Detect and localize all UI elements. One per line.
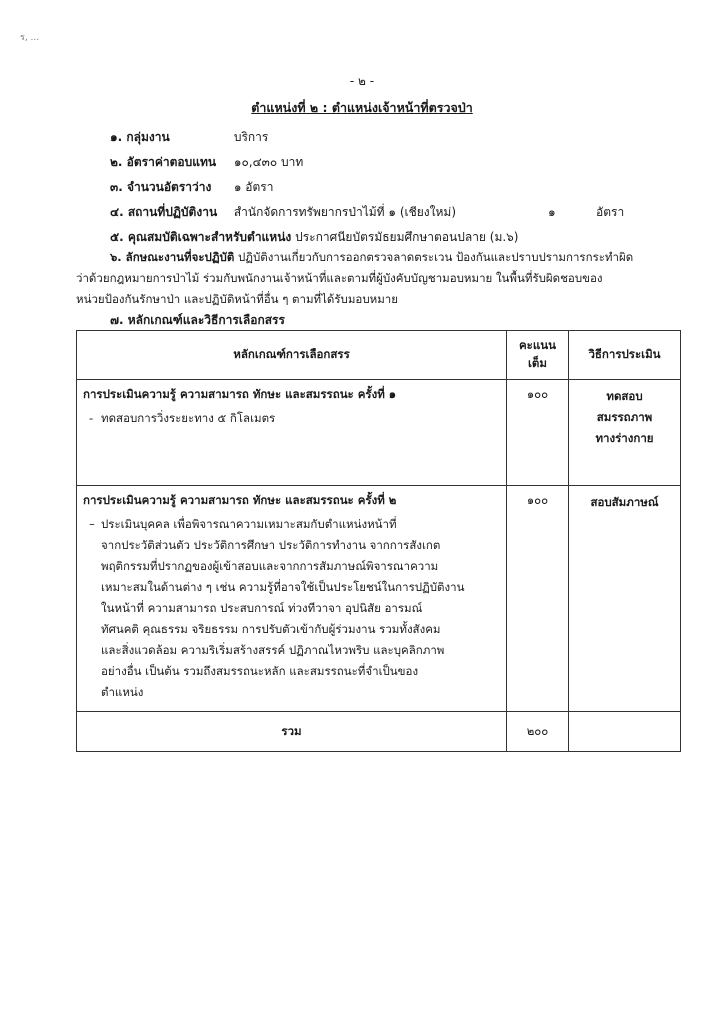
criteria-item-line: อย่างอื่น เป็นต้น รวมถึงสมรรถนะหลัก และสมรรถนะที่จำเป็นของ [101, 664, 419, 678]
job-nature-text: ปฏิบัติงานเกี่ยวกับการออกตรวจลาดตระเวน ป้องกันและปราบปรามการกระทำผิด [237, 250, 634, 264]
field-value: บริการ [233, 130, 269, 144]
dash-bullet: – [89, 517, 95, 531]
total-row [77, 712, 681, 752]
method-cell [569, 486, 681, 712]
criteria-item-line: จากประวัติส่วนตัว ประวัติการศึกษา ประวัติการทำงาน จากการสังเกต [101, 538, 441, 552]
field-compensation [110, 153, 303, 172]
criteria-table [76, 330, 681, 752]
criteria-item-line: ทัศนคติ คุณธรรม จริยธรรม การปรับตัวเข้ากับผู้ร่วมงาน รวมทั้งสังคม [101, 622, 441, 636]
criteria-item-line: ประเมินบุคคล เพื่อพิจารณาความเหมาะสมกับตำแหน่งหน้าที่ [101, 517, 397, 531]
field-label: ๑. กลุ่มงาน [110, 130, 170, 144]
job-nature-line-3: หน่วยป้องกันรักษาป่า และปฏิบัติหน้าที่อื่น ๆ ตามที่ได้รับมอบหมาย [76, 292, 398, 306]
table-row [77, 486, 681, 712]
score-cell: ๑๐๐ [507, 486, 569, 712]
criteria-heading [110, 311, 285, 330]
job-nature-label: ๖. ลักษณะงานที่จะปฏิบัติ [110, 250, 235, 264]
dash-bullet: - [89, 411, 94, 425]
criteria-item-text: ทดสอบการวิ่งระยะทาง ๕ กิโลเมตร [101, 411, 276, 425]
qualification-value: ประกาศนียบัตรมัธยมศึกษาตอนปลาย (ม.๖) [295, 230, 519, 244]
field-label: ๓. จำนวนอัตราว่าง [110, 180, 212, 194]
score-cell: ๑๐๐ [507, 380, 569, 486]
position-heading-text: ตำแหน่งที่ ๒ : ตำแหน่งเจ้าหน้าที่ตรวจป่า [251, 100, 473, 115]
field-value: ๑๐,๔๓๐ บาท [233, 155, 304, 169]
criteria-cell [77, 486, 507, 712]
workplace-quota-unit: อัตรา [596, 205, 625, 219]
field-work-group [110, 128, 268, 147]
field-label: ๒. อัตราค่าตอบแทน [110, 155, 217, 169]
criteria-item-line: และสิ่งแวดล้อม ความริเริ่มสร้างสรรค์ ปฏิภาณไหวพริบ และบุคลิกภาพ [101, 643, 445, 657]
field-value: สำนักจัดการทรัพยากรป่าไม้ที่ ๑ (เชียงใหม่) [233, 205, 457, 219]
field-qualification [110, 228, 518, 247]
method-cell [569, 380, 681, 486]
method-line: ทดสอบ [606, 389, 643, 403]
field-vacancies [110, 178, 273, 197]
field-value: ๑ อัตรา [233, 180, 274, 194]
table-header-row [77, 331, 681, 380]
total-score: ๒๐๐ [507, 712, 569, 752]
criteria-cell [77, 380, 507, 486]
criteria-item [83, 514, 500, 703]
criteria-item-line: ในหน้าที่ ความสามารถ ประสบการณ์ ท่วงทีวาจา อุปนิสัย อารมณ์ [101, 601, 423, 615]
criteria-title: การประเมินความรู้ ความสามารถ ทักษะ และสมรรถนะ ครั้งที่ ๒ [83, 493, 397, 507]
total-method-empty [569, 712, 681, 752]
total-label: รวม [77, 712, 507, 752]
header-criteria: หลักเกณฑ์การเลือกสรร [77, 331, 507, 380]
criteria-title: การประเมินความรู้ ความสามารถ ทักษะ และสมรรถนะ ครั้งที่ ๑ [83, 387, 397, 401]
criteria-heading-text: ๗. หลักเกณฑ์และวิธีการเลือกสรร [110, 313, 285, 327]
method-line: ทางร่างกาย [595, 431, 654, 445]
table-row [77, 380, 681, 486]
criteria-item-line: พฤติกรรมที่ปรากฏของผู้เข้าสอบและจากการสัมภาษณ์พิจารณาความ [101, 559, 439, 573]
method-text [575, 492, 674, 513]
field-workplace [110, 203, 456, 222]
qualification-label: ๕. คุณสมบัติเฉพาะสำหรับตำแหน่ง [110, 230, 292, 244]
criteria-item-line: เหมาะสมในด้านต่าง ๆ เช่น ความรู้ที่อาจใช้เป็นประโยชน์ในการปฏิบัติงาน [101, 580, 465, 594]
criteria-item-line: ตำแหน่ง [101, 685, 144, 699]
method-text [575, 386, 674, 449]
workplace-quota-number: ๑ [548, 205, 556, 219]
method-line: สอบสัมภาษณ์ [590, 495, 659, 509]
header-score: คะแนนเต็ม [507, 331, 569, 380]
field-label: ๔. สถานที่ปฏิบัติงาน [110, 205, 218, 219]
handwritten-mark: ร, ... [20, 33, 40, 43]
page-number: - ๒ - [349, 74, 375, 88]
criteria-item [83, 408, 500, 429]
position-heading [0, 98, 724, 118]
job-nature-line-2: ว่าด้วยกฎหมายการป่าไม้ ร่วมกับพนักงานเจ้าหน้าที่และตามที่ผู้บังคับบัญชามอบหมาย ในพื้นที่รับผิดชอบของ [76, 271, 603, 285]
method-line: สมรรถภาพ [596, 410, 653, 424]
job-nature-line-1 [110, 249, 633, 267]
header-method: วิธีการประเมิน [569, 331, 681, 380]
